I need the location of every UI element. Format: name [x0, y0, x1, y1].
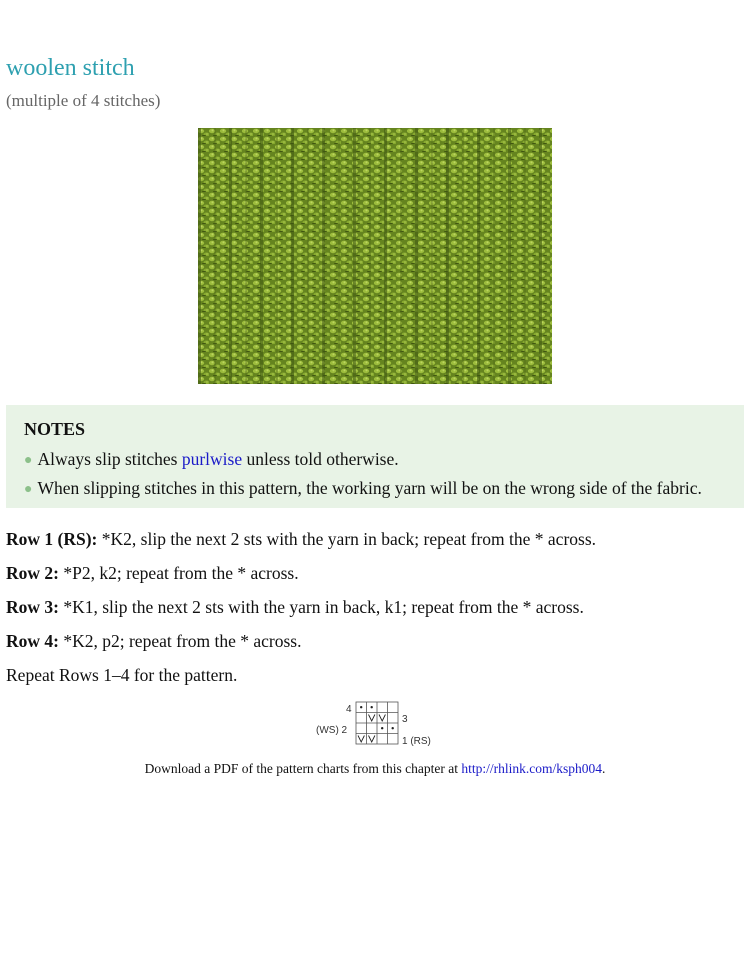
notes-list — [24, 446, 726, 504]
pattern-row — [6, 561, 746, 595]
chart-grid — [356, 702, 398, 744]
note-item — [24, 446, 726, 475]
pattern-title: woolen stitch — [6, 55, 135, 81]
pattern-row — [6, 595, 746, 629]
download-link[interactable]: http://rhlink.com/ksph004 — [461, 761, 603, 776]
row-label: Row 4: — [6, 631, 59, 651]
notes-box — [6, 405, 744, 508]
bullet-icon: ● — [24, 482, 33, 497]
pattern-row — [6, 629, 746, 663]
note-text: When slipping stitches in this pattern, the working yarn will be on the wrong side of the fabric. — [37, 478, 702, 498]
row-label: Row 2: — [6, 563, 59, 583]
chart-label-rs: 1 (RS) — [402, 736, 431, 747]
pattern-rows — [6, 527, 746, 697]
chart-label-row3: 3 — [402, 714, 408, 725]
row-label: Row 1 (RS): — [6, 529, 98, 549]
row-label: Row 3: — [6, 597, 59, 617]
download-text: Download a PDF of the pattern charts from this chapter at — [144, 761, 462, 776]
row-instruction: *K1, slip the next 2 sts with the yarn in back, k1; repeat from the * across. — [58, 597, 584, 617]
stitch-chart — [316, 699, 436, 749]
notes-title: NOTES — [24, 419, 86, 439]
row-instruction: *K2, p2; repeat from the * across. — [58, 631, 302, 651]
download-end: . — [602, 761, 606, 776]
download-note — [0, 761, 750, 777]
note-item — [24, 475, 726, 504]
chart-label-ws: (WS) 2 — [316, 725, 348, 736]
bullet-icon: ● — [24, 453, 33, 468]
note-text: unless told otherwise. — [242, 449, 399, 469]
row-instruction: *K2, slip the next 2 sts with the yarn in back; repeat from the * across. — [97, 529, 597, 549]
pattern-multiple: (multiple of 4 stitches) — [6, 91, 161, 110]
knit-swatch-photo — [198, 128, 552, 384]
chart-label-row4: 4 — [346, 704, 352, 715]
pattern-row — [6, 527, 746, 561]
purlwise-link[interactable]: purlwise — [181, 449, 243, 469]
row-instruction: *P2, k2; repeat from the * across. — [58, 563, 299, 583]
repeat-note: Repeat Rows 1–4 for the pattern. — [6, 665, 238, 685]
note-text: Always slip stitches — [37, 449, 182, 469]
